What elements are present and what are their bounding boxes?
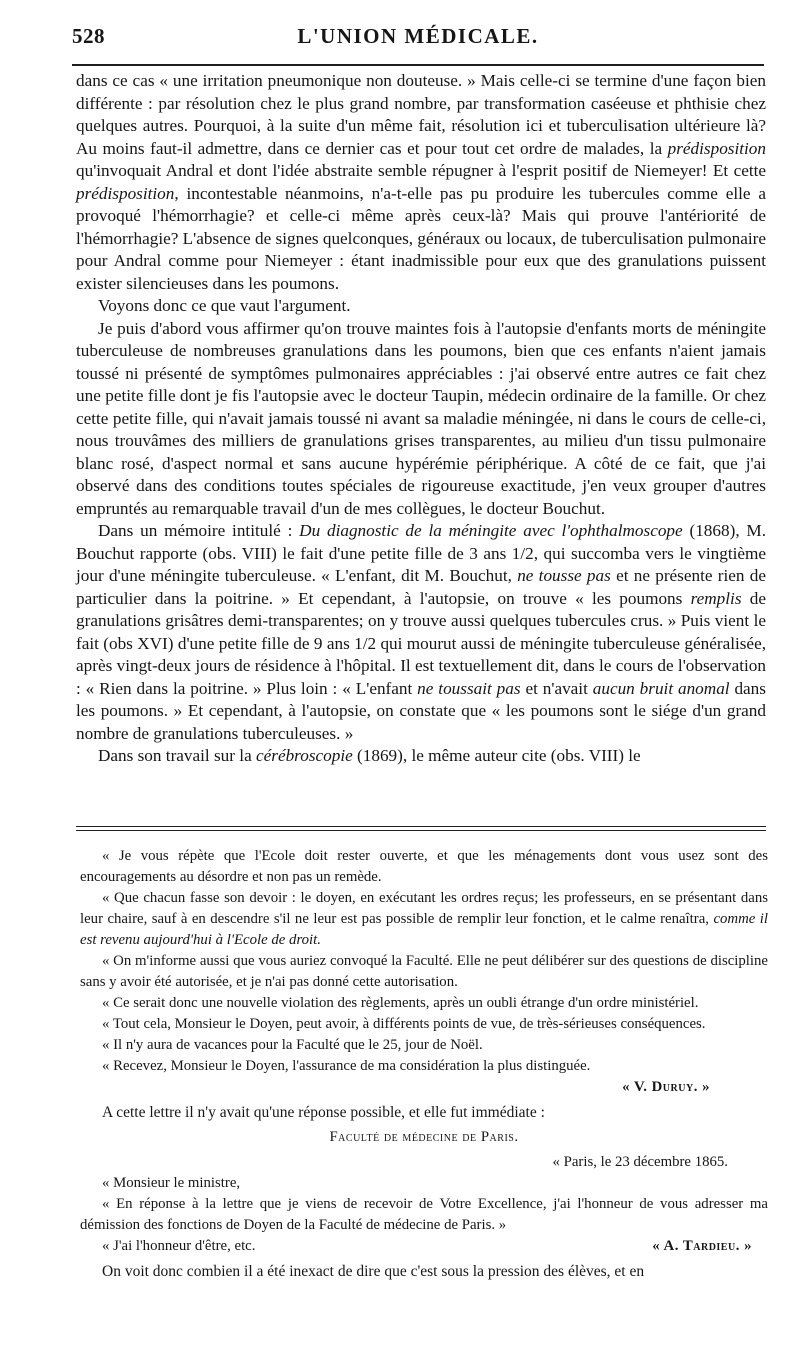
italic-phrase: aucun bruit anomal (592, 678, 730, 698)
italic-phrase: Du diagnostic de la méningite avec l'ophthalmoscope (299, 521, 683, 540)
italic-phrase: prédisposition (76, 183, 175, 203)
salutation: « Monsieur le ministre, (102, 1175, 241, 1191)
paragraph-4-text: Dans un mémoire intitulé : Du diagnostic de la méningite avec l'ophthalmoscope (1868), M. Bouchut rapporte (obs. VIII) le fait d'une petite fille de 3 ans 1/2, qui succomba vers le vingtième jour d'une méningite tuberculeuse. « L'enfant, dit M. Bouchut, ne tousse pas et ne présente rien de particulier dans la poitrine. » Et cependant, à l'autopsie, on trouve « les poumons remplis de granulations grisâtres demi-transparentes; on y trouve aussi quelques tubercules crus. » Puis vient le fait (obs XVI) d'une petite fille de 9 ans 1/2 qui mourut aussi de méningite tuberculeuse généralisée, après vingt-deux jours de résidence à l'hôpital. Il est textuellement dit, dans le cours de l'observation : « Rien dans la poitrine. » Plus loin : « L'enfant ne toussait pas et n'avait aucun bruit anomal dans les poumons. » Et cependant, à l'autopsie, on constate que « les poumons sont le siége d'un grand nombre de granulations tuberculeuses. » (76, 521, 767, 743)
letter-para-1: « Je vous répète que l'Ecole doit rester ouverte, et que les ménagements dont vous usez sont des encouragements au désordre et non pas un remède. (80, 848, 768, 885)
paragraph-1-text: dans ce cas « une irritation pneumonique non douteuse. » Mais celle-ci se termine d'une façon bien différente : par résolution chez le plus grand nombre, par transformation caséeuse et phthisie chez quelques autres. Pourquoi, à la suite d'un même fait, résolution ici et tuberculisation ultérieure là? Au moins faut-il admettre, dans ce dernier cas et pour tout cet ordre de malades, la prédisposition qu'invoquait Andral et dont l'idée abstraite semble répugner à l'esprit positif de Niemeyer! Et cette prédisposition, incontestable néanmoins, n'a-t-elle pas pu produire les tubercules comme elle a provoqué l'hémorrhagie? et celle-ci même après ceux-là? Mais qui prouve l'antériorité de l'hémorrhagie? L'absence de signes quelconques, généraux ou locaux, de tuberculisation pulmonaire pour Andral comme pour Niemeyer : étant inadmissible pour eux que des granulations puissent exister silencieuses dans les poumons. (76, 71, 766, 293)
page-number: 528 (72, 24, 105, 48)
letter-para-2: « Que chacun fasse son devoir : le doyen, en exécutant les ordres reçus; les professeurs, en se présentant dans leur chaire, sauf à en descendre s'il ne leur est pas possible de remplir leur fonction, et le calme renaîtra, comme il est revenu aujourd'hui à l'Ecole de droit. (80, 890, 769, 948)
italic-phrase: ne toussait pas (417, 678, 521, 698)
paragraph-4 (76, 520, 766, 745)
italic-phrase: ne tousse pas (517, 566, 611, 585)
paragraph-2: Voyons donc ce que vaut l'argument. (98, 296, 351, 315)
italic-phrase: cérébroscopie (256, 746, 353, 765)
footnote-separator (76, 826, 766, 831)
journal-title: L'UNION MÉDICALE. (297, 24, 539, 48)
page-header (72, 24, 764, 56)
closing-formula: « J'ai l'honneur d'être, etc. (102, 1238, 256, 1254)
reply-intro: A cette lettre il n'y avait qu'une réponse possible, et elle fut immédiate : (102, 1104, 545, 1121)
dateline: « Paris, le 23 décembre 1865. (552, 1154, 728, 1170)
letter-para-4: « Ce serait donc une nouvelle violation des règlements, après un oubli étrange d'un ordre ministériel. (102, 995, 699, 1011)
letter-para-3: « On m'informe aussi que vous auriez convoqué la Faculté. Elle ne peut délibérer sur des questions de discipline sans y avoir été autorisée, et je n'ai pas donné cette autorisation. (80, 953, 768, 990)
paragraph-5 (76, 745, 766, 768)
paragraph-5-text: Dans son travail sur la cérébroscopie (1869), le même auteur cite (obs. VIII) le (98, 746, 641, 765)
italic-phrase: remplis (690, 588, 742, 608)
italic-phrase: prédisposition (667, 138, 766, 158)
reply-body: « En réponse à la lettre que je viens de recevoir de Votre Excellence, j'ai l'honneur de vous adresser ma démission des fonctions de Doyen de la Faculté de médecine de Paris. » (80, 1196, 768, 1233)
header-rule (72, 64, 764, 66)
faculty-heading: Faculté de médecine de Paris. (329, 1129, 519, 1145)
main-article-text (76, 70, 766, 768)
letter-para-7: « Recevez, Monsieur le Doyen, l'assurance de ma considération la plus distinguée. (102, 1058, 591, 1074)
paragraph-3: Je puis d'abord vous affirmer qu'on trouve maintes fois à l'autopsie d'enfants morts de méningite tuberculeuse de nombreuses granulations dans les poumons, bien que ces enfants n'aient jamais toussé ni présenté de symptômes pulmonaires appréciables : j'ai observé entre autres ce fait chez une petite fille dont je fis l'autopsie avec le docteur Taupin, médecin ordinaire de la famille. Or chez cette petite fille, qui n'avait jamais toussé ni avant sa maladie méningée, ni dans le cours de celle-ci, nous trouvâmes des milliers de granulations grises transparentes, au milieu d'un tissu pulmonaire blanc rosé, d'aspect normal et sans aucune hypérémie périphérique. A côté de ce fait, que j'ai observé dans des conditions toutes spéciales de rigoureuse exactitude, j'en veux grouper d'autres empruntés au remarquable travail d'un de mes collègues, le docteur Bouchut. (76, 318, 766, 518)
feuilleton-section (80, 846, 768, 1282)
letter-italic-tail: comme il est revenu aujourd'hui à l'Ecole de droit. (80, 911, 769, 948)
letter-para-5: « Tout cela, Monsieur le Doyen, peut avoir, à différents points de vue, de très-sérieuses conséquences. (102, 1016, 706, 1032)
signature-duruy: « V. Duruy. » (622, 1079, 710, 1095)
closing-line: On voit donc combien il a été inexact de dire que c'est sous la pression des élèves, et en (102, 1263, 645, 1280)
signature-tardieu: « A. Tardieu. » (652, 1238, 752, 1254)
letter-para-6: « Il n'y aura de vacances pour la Faculté que le 25, jour de Noël. (102, 1037, 483, 1053)
paragraph-1 (76, 70, 766, 295)
closing-row (80, 1236, 768, 1257)
